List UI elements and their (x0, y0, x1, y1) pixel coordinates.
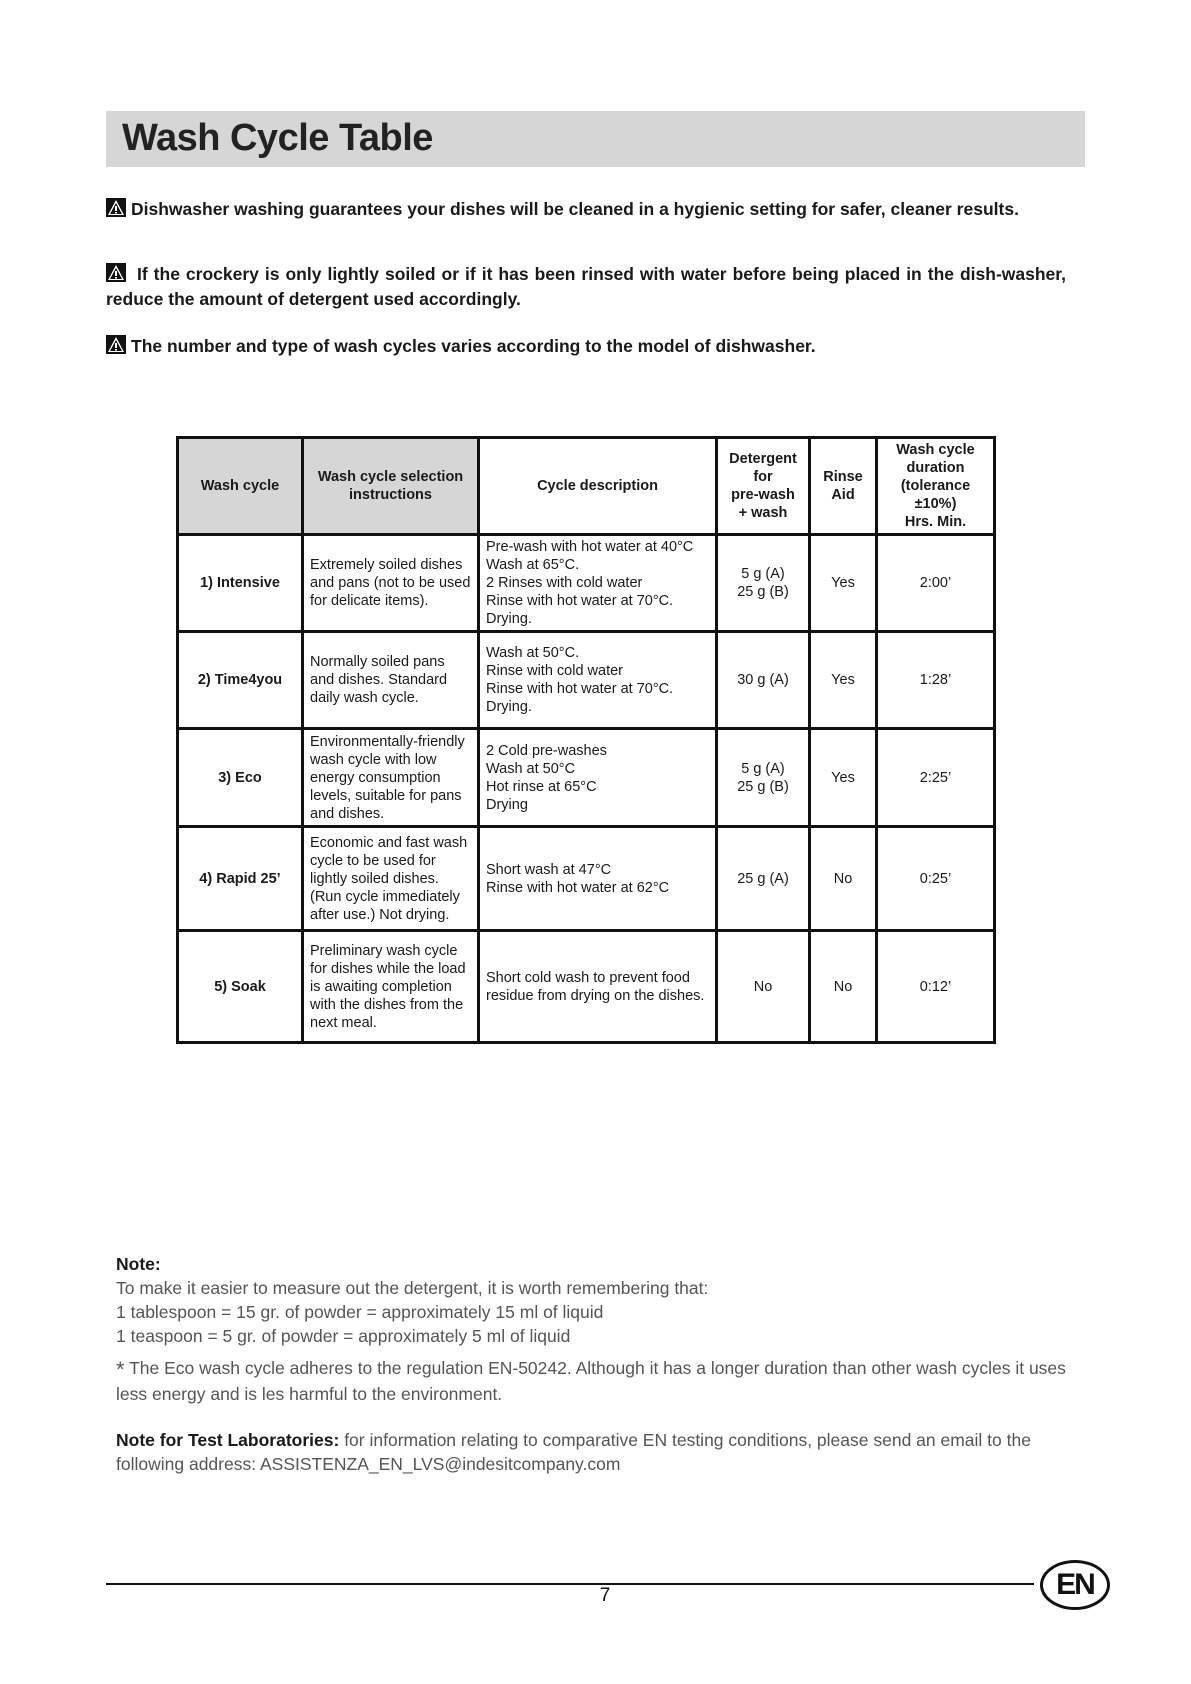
table-row (178, 827, 995, 931)
warning-triangle-icon (106, 263, 126, 282)
warning-text: If the crockery is only lightly soiled or if it has been rinsed with water before being placed in the dish-washer, reduce the amount of detergent used accordingly. (106, 264, 1066, 309)
cycle-detergent: 5 g (A) 25 g (B) (717, 729, 810, 827)
cycle-description: 2 Cold pre-washes Wash at 50°C Hot rinse at 65°C Drying (479, 729, 717, 827)
header-wash-cycle: Wash cycle (178, 438, 303, 535)
cycle-duration: 1:28’ (877, 632, 995, 729)
cycle-detergent: 30 g (A) (717, 632, 810, 729)
warning-models (106, 334, 1066, 359)
cycle-rinse-aid: No (810, 827, 877, 931)
note-section (116, 1252, 1066, 1476)
cycle-duration: 2:00’ (877, 535, 995, 632)
cycle-name: 3) Eco (178, 729, 303, 827)
cycle-instructions: Normally soiled pans and dishes. Standard daily wash cycle. (303, 632, 479, 729)
note-tablespoon: 1 tablespoon = 15 gr. of powder = approximately 15 ml of liquid (116, 1302, 604, 1322)
cycle-duration: 2:25’ (877, 729, 995, 827)
cycle-rinse-aid: Yes (810, 729, 877, 827)
lab-text: for information relating to comparative EN testing conditions, please send an email to the following address: ASSISTENZA_EN_LVS@indesitcompany.com (116, 1430, 1031, 1474)
footer-divider (106, 1583, 1034, 1585)
warning-text: The number and type of wash cycles varies according to the model of dishwasher. (131, 336, 816, 356)
header-duration: Wash cycle duration (tolerance ±10%) Hrs. Min. (877, 438, 995, 535)
note-intro: To make it easier to measure out the detergent, it is worth remembering that: (116, 1278, 709, 1298)
table-row (178, 931, 995, 1043)
cycle-instructions: Environmentally-friendly wash cycle with low energy consumption levels, suitable for pans and dishes. (303, 729, 479, 827)
header-rinse-aid: Rinse Aid (810, 438, 877, 535)
table-row (178, 632, 995, 729)
cycle-duration: 0:12’ (877, 931, 995, 1043)
table-row (178, 535, 995, 632)
cycle-instructions: Economic and fast wash cycle to be used for lightly soiled dishes. (Run cycle immediately after use.) Not drying. (303, 827, 479, 931)
cycle-description: Short cold wash to prevent food residue from drying on the dishes. (479, 931, 717, 1043)
wash-cycle-table-wrapper (176, 436, 996, 1044)
cycle-detergent: No (717, 931, 810, 1043)
warning-triangle-icon (106, 198, 126, 217)
title-bar (106, 111, 1085, 167)
warning-text: Dishwasher washing guarantees your dishes will be cleaned in a hygienic setting for safer, cleaner results. (131, 199, 1019, 219)
note-eco (116, 1356, 1066, 1406)
note-lab (116, 1428, 1066, 1476)
lab-label: Note for Test Laboratories: (116, 1430, 340, 1450)
note-teaspoon: 1 teaspoon = 5 gr. of powder = approximately 5 ml of liquid (116, 1326, 571, 1346)
cycle-description: Short wash at 47°C Rinse with hot water at 62°C (479, 827, 717, 931)
table-row (178, 729, 995, 827)
header-detergent: Detergent for pre-wash + wash (717, 438, 810, 535)
cycle-duration: 0:25’ (877, 827, 995, 931)
cycle-description: Wash at 50°C. Rinse with cold water Rinse with hot water at 70°C. Drying. (479, 632, 717, 729)
page-number: 7 (599, 1585, 611, 1606)
table-header-row (178, 438, 995, 535)
cycle-name: 1) Intensive (178, 535, 303, 632)
cycle-description: Pre-wash with hot water at 40°C Wash at 65°C. 2 Rinses with cold water Rinse with hot water at 70°C. Drying. (479, 535, 717, 632)
cycle-detergent: 5 g (A) 25 g (B) (717, 535, 810, 632)
page-title: Wash Cycle Table (122, 117, 433, 159)
cycle-detergent: 25 g (A) (717, 827, 810, 931)
asterisk: * (116, 1357, 125, 1382)
cycle-name: 5) Soak (178, 931, 303, 1043)
cycle-rinse-aid: Yes (810, 632, 877, 729)
warning-hygiene (106, 197, 1066, 222)
header-description: Cycle description (479, 438, 717, 535)
cycle-instructions: Extremely soiled dishes and pans (not to be used for delicate items). (303, 535, 479, 632)
cycle-instructions: Preliminary wash cycle for dishes while the load is awaiting completion with the dishes from the next meal. (303, 931, 479, 1043)
cycle-name: 2) Time4you (178, 632, 303, 729)
warning-triangle-icon (106, 335, 126, 354)
language-badge: EN (1040, 1560, 1110, 1610)
wash-cycle-table (176, 436, 996, 1044)
header-selection: Wash cycle selection instructions (303, 438, 479, 535)
eco-note-text: The Eco wash cycle adheres to the regulation EN-50242. Although it has a longer duration than other wash cycles it uses less energy and is les harmful to the environment. (116, 1358, 1066, 1404)
warning-detergent (106, 262, 1066, 312)
cycle-rinse-aid: Yes (810, 535, 877, 632)
cycle-name: 4) Rapid 25’ (178, 827, 303, 931)
cycle-rinse-aid: No (810, 931, 877, 1043)
note-heading: Note: (116, 1254, 161, 1274)
